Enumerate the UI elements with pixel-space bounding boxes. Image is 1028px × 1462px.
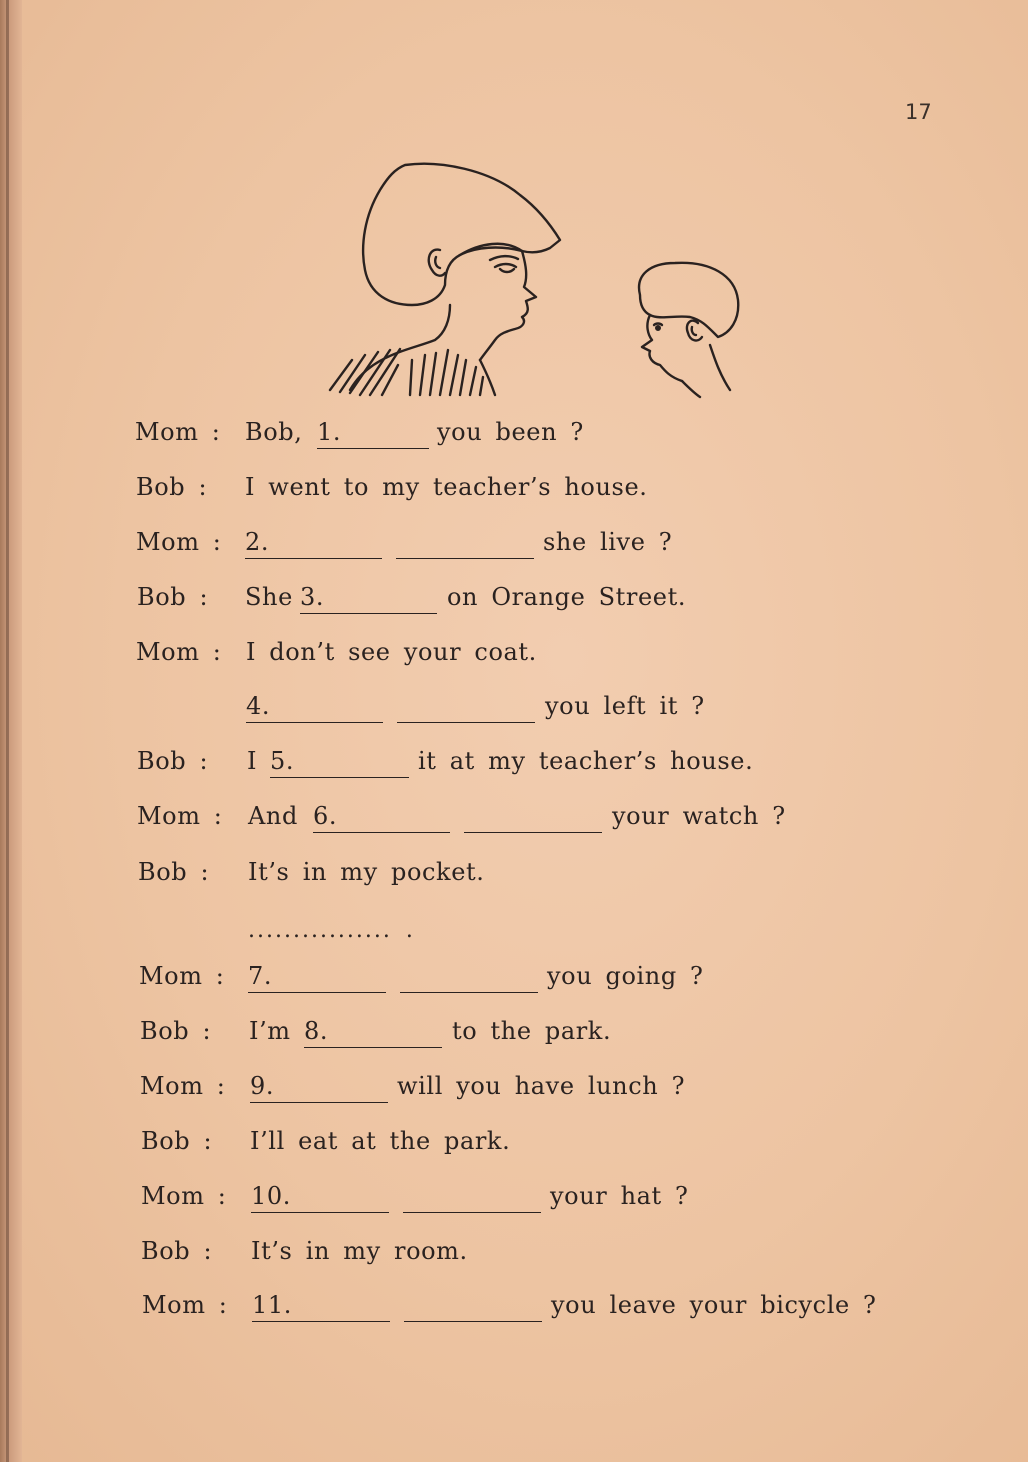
speaker-label: Bob : [140,1017,212,1045]
fill-in-blank[interactable] [403,1182,541,1213]
dialogue-text: your hat ? [550,1182,689,1210]
dialogue-line [0,528,1028,568]
dialogue-text: And [248,802,298,830]
dialogue-line [0,473,1028,513]
speaker-label: Mom : [136,638,222,666]
fill-in-blank[interactable] [396,528,534,559]
dialogue-text: she live ? [543,528,673,556]
fill-in-blank[interactable]: 7. [248,962,386,993]
fill-in-blank[interactable] [397,692,535,723]
dialogue-text: your watch ? [612,802,786,830]
page-number: 17 [905,100,932,124]
fill-in-blank[interactable]: 1. [317,418,429,449]
dialogue-line [0,638,1028,678]
dialogue-line [0,747,1028,787]
speaker-label: Mom : [136,528,222,556]
dialogue-text: I don’t see your coat. [246,638,537,666]
fill-in-blank[interactable]: 5. [270,747,409,778]
dialogue-text: on Orange Street. [447,583,687,611]
dialogue-line [0,418,1028,458]
dialogue-text: I’ll eat at the park. [250,1127,511,1155]
speaker-label: Bob : [138,858,210,886]
fill-in-blank[interactable]: 2. [245,528,382,559]
dialogue-line [0,1072,1028,1112]
dialogue-line [0,802,1028,842]
fill-in-blank[interactable]: 3. [300,583,437,614]
dialogue-text: It’s in my room. [251,1237,468,1265]
speaker-label: Bob : [137,583,209,611]
dialogue-line [0,1291,1028,1331]
speaker-label: Mom : [142,1291,228,1319]
dialogue-text: I’m [249,1017,291,1045]
fill-in-blank[interactable] [404,1291,542,1322]
dialogue-text: I went to my teacher’s house. [245,473,648,501]
speaker-label: Bob : [141,1127,213,1155]
fill-in-blank[interactable] [400,962,538,993]
dialogue-text: it at my teacher’s house. [418,747,754,775]
speaker-label: Mom : [141,1182,227,1210]
speaker-label: Mom : [137,802,223,830]
dialogue-line [0,962,1028,1002]
fill-in-blank[interactable] [464,802,602,833]
dialogue-line [0,858,1028,898]
mom-and-bob-illustration [290,155,770,405]
dialogue-text: She [245,583,293,611]
fill-in-blank[interactable]: 8. [304,1017,442,1048]
dialogue-text: Bob, [245,418,303,446]
speaker-label: Mom : [135,418,221,446]
fill-in-blank[interactable]: 4. [246,692,383,723]
dialogue-text: you leave your bicycle ? [551,1291,877,1319]
dialogue-text: will you have lunch ? [397,1072,686,1100]
fill-in-blank[interactable]: 10. [251,1182,389,1213]
speaker-label: Mom : [140,1072,226,1100]
dialogue-line [0,918,1028,958]
dialogue-line [0,1237,1028,1277]
speaker-label: Bob : [137,747,209,775]
speaker-label: Mom : [139,962,225,990]
dialogue-line [0,583,1028,623]
fill-in-blank[interactable]: 9. [250,1072,388,1103]
dialogue-line [0,692,1028,732]
dialogue-text: I [247,747,258,775]
dialogue-text: you going ? [547,962,704,990]
dialogue-text: It’s in my pocket. [248,858,485,886]
speaker-label: Bob : [136,473,208,501]
dialogue-text: you left it ? [545,692,705,720]
dialogue-line [0,1182,1028,1222]
fill-in-blank[interactable]: 6. [313,802,450,833]
dialogue-line [0,1017,1028,1057]
dialogue-text: you been ? [437,418,584,446]
dotted-separator: ................ . [248,918,415,943]
dialogue-line [0,1127,1028,1167]
speaker-label: Bob : [141,1237,213,1265]
dialogue-text: to the park. [452,1017,612,1045]
fill-in-blank[interactable]: 11. [252,1291,390,1322]
